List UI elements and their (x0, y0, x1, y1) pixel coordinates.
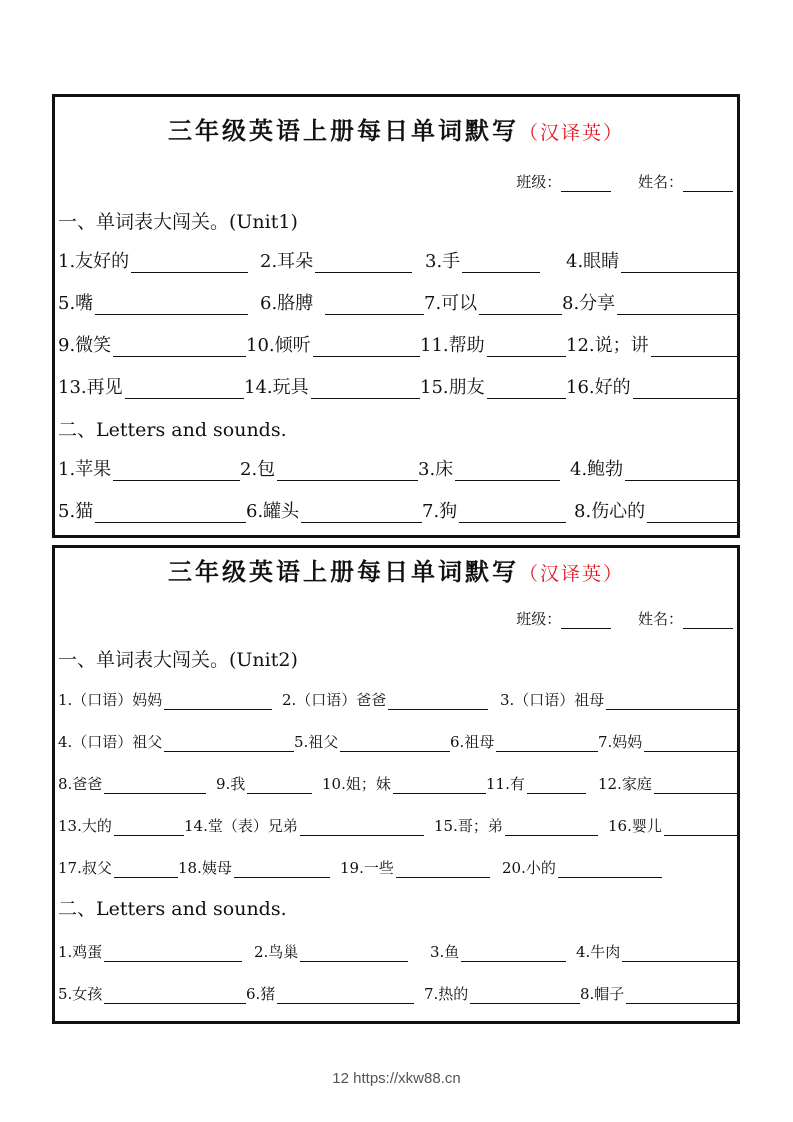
vocab-label: 12.家庭 (598, 775, 652, 793)
vocab-item[interactable] (420, 375, 566, 399)
answer-line[interactable] (104, 983, 246, 1004)
answer-line[interactable] (459, 502, 566, 523)
vocab-item[interactable] (58, 333, 246, 357)
vocab-row (58, 291, 734, 317)
vocab-item[interactable] (424, 291, 562, 315)
answer-line[interactable] (300, 815, 424, 836)
vocab-label: 10.姐；妹 (322, 775, 391, 793)
letters-label: 6.罐头 (246, 501, 300, 522)
title-note: （汉译英） (518, 563, 624, 585)
letters-item[interactable] (58, 980, 246, 1004)
class-blank[interactable] (561, 177, 611, 192)
answer-line[interactable] (114, 857, 178, 878)
vocab-item[interactable] (566, 375, 740, 399)
vocab-label: 8.分享 (562, 293, 616, 314)
answer-line[interactable] (487, 336, 566, 357)
vocab-item[interactable] (500, 686, 740, 710)
vocab-item[interactable] (58, 854, 178, 878)
vocab-label: 4.眼睛 (566, 251, 620, 272)
vocab-row (58, 812, 734, 838)
answer-line[interactable] (277, 460, 418, 481)
answer-line[interactable] (505, 815, 598, 836)
letters-item[interactable] (246, 499, 422, 523)
vocab-label: 4.（口语）祖父 (58, 733, 163, 751)
vocab-item[interactable] (322, 770, 486, 794)
vocab-item[interactable] (562, 291, 740, 315)
section-heading-vocab: 一、单词表大闯关。(Unit2) (58, 649, 298, 671)
section-heading-letters: 二、Letters and sounds. (58, 419, 287, 441)
vocab-label: 9.我 (216, 775, 246, 793)
vocab-label: 3.手 (425, 251, 461, 272)
vocab-item[interactable] (486, 770, 586, 794)
letters-item[interactable] (424, 980, 580, 1004)
vocab-label: 12.说；讲 (566, 335, 649, 356)
vocab-label: 7.可以 (424, 293, 478, 314)
vocab-item[interactable] (260, 291, 424, 315)
answer-line[interactable] (664, 815, 740, 836)
title-text: 三年级英语上册每日单词默写 (167, 557, 519, 586)
letters-item[interactable] (240, 457, 418, 481)
class-blank[interactable] (561, 614, 611, 629)
letters-item[interactable] (422, 499, 566, 523)
vocab-label: 20.小的 (502, 859, 556, 877)
answer-line[interactable] (313, 336, 420, 357)
vocab-label: 7.妈妈 (598, 733, 643, 751)
answer-line[interactable] (617, 294, 740, 315)
letters-label: 1.苹果 (58, 459, 112, 480)
vocab-item[interactable] (566, 333, 740, 357)
answer-line[interactable] (633, 378, 740, 399)
answer-line[interactable] (125, 378, 244, 399)
student-info (516, 608, 733, 629)
vocab-label: 13.大的 (58, 817, 112, 835)
letters-label: 2.鸟巢 (254, 943, 299, 961)
letters-item[interactable] (58, 938, 242, 962)
vocab-item[interactable] (178, 854, 330, 878)
answer-line[interactable] (114, 815, 184, 836)
letters-label: 7.狗 (422, 501, 458, 522)
vocab-label: 9.微笑 (58, 335, 112, 356)
vocab-label: 10.倾听 (246, 335, 311, 356)
vocab-item[interactable] (608, 812, 740, 836)
name-label: 姓名： (637, 173, 683, 191)
name-label: 姓名： (637, 610, 683, 628)
letters-label: 8.伤心的 (574, 501, 646, 522)
title-note: （汉译英） (518, 122, 624, 144)
answer-line[interactable] (311, 378, 420, 399)
answer-line[interactable] (625, 460, 740, 481)
vocab-item[interactable] (58, 375, 244, 399)
answer-line[interactable] (621, 252, 740, 273)
vocab-item[interactable] (294, 728, 450, 752)
letters-label: 8.帽子 (580, 985, 625, 1003)
letters-label: 4.鲍勃 (570, 459, 624, 480)
letters-label: 5.女孩 (58, 985, 103, 1003)
vocab-label: 15.哥；弟 (434, 817, 503, 835)
answer-line[interactable] (647, 502, 740, 523)
worksheet-unit2 (52, 545, 740, 1024)
answer-line[interactable] (95, 294, 248, 315)
letters-label: 6.猪 (246, 985, 276, 1003)
page-footer: 12 https://xkw88.cn (332, 1070, 461, 1087)
vocab-item[interactable] (244, 375, 420, 399)
vocab-item[interactable] (282, 686, 488, 710)
vocab-row (58, 854, 734, 880)
letters-item[interactable] (58, 499, 246, 523)
vocab-label: 18.姨母 (178, 859, 232, 877)
vocab-label: 8.爸爸 (58, 775, 103, 793)
answer-line[interactable] (455, 460, 560, 481)
answer-line[interactable] (388, 689, 488, 710)
worksheet-title (55, 552, 737, 587)
section-heading-letters: 二、Letters and sounds. (58, 898, 287, 920)
answer-line[interactable] (461, 941, 566, 962)
vocab-row (58, 375, 734, 401)
vocab-item[interactable] (340, 854, 490, 878)
answer-line[interactable] (325, 294, 424, 315)
letters-item[interactable] (570, 457, 740, 481)
answer-line[interactable] (315, 252, 412, 273)
letters-label: 7.热的 (424, 985, 469, 1003)
answer-line[interactable] (164, 689, 272, 710)
title-text: 三年级英语上册每日单词默写 (167, 116, 519, 145)
vocab-item[interactable] (566, 249, 740, 273)
letters-item[interactable] (418, 457, 560, 481)
vocab-label: 14.玩具 (244, 377, 309, 398)
vocab-label: 1.友好的 (58, 251, 130, 272)
answer-line[interactable] (164, 731, 294, 752)
worksheet-unit1 (52, 94, 740, 538)
letters-item[interactable] (58, 457, 240, 481)
vocab-item[interactable] (58, 686, 272, 710)
vocab-label: 11.有 (486, 775, 525, 793)
answer-line[interactable] (462, 252, 540, 273)
vocab-label: 17.叔父 (58, 859, 112, 877)
answer-line[interactable] (104, 773, 206, 794)
vocab-row (58, 686, 734, 712)
vocab-label: 16.好的 (566, 377, 631, 398)
vocab-label: 3.（口语）祖母 (500, 691, 605, 709)
letters-row (58, 499, 734, 525)
vocab-label: 2.（口语）爸爸 (282, 691, 387, 709)
vocab-row (58, 333, 734, 359)
answer-line[interactable] (113, 336, 246, 357)
vocab-label: 2.耳朵 (260, 251, 314, 272)
vocab-item[interactable] (260, 249, 412, 273)
class-label: 班级： (516, 610, 562, 628)
answer-line[interactable] (606, 689, 740, 710)
vocab-item[interactable] (598, 770, 740, 794)
vocab-label: 5.祖父 (294, 733, 339, 751)
letters-item[interactable] (576, 938, 740, 962)
answer-line[interactable] (301, 502, 422, 523)
vocab-row (58, 728, 734, 754)
vocab-item[interactable] (425, 249, 540, 273)
vocab-row (58, 249, 734, 275)
vocab-item[interactable] (58, 728, 294, 752)
answer-line[interactable] (496, 731, 598, 752)
letters-row (58, 938, 734, 964)
answer-line[interactable] (393, 773, 486, 794)
answer-line[interactable] (479, 294, 562, 315)
answer-line[interactable] (95, 502, 246, 523)
student-info (516, 171, 733, 192)
vocab-item[interactable] (246, 333, 420, 357)
vocab-label: 13.再见 (58, 377, 123, 398)
answer-line[interactable] (487, 378, 566, 399)
letters-label: 2.包 (240, 459, 276, 480)
letters-item[interactable] (254, 938, 408, 962)
letters-item[interactable] (246, 980, 414, 1004)
vocab-label: 6.胳膊 (260, 293, 314, 314)
answer-line[interactable] (558, 857, 662, 878)
answer-line[interactable] (626, 983, 740, 1004)
vocab-item[interactable] (58, 812, 184, 836)
answer-line[interactable] (104, 941, 242, 962)
answer-line[interactable] (651, 336, 740, 357)
vocab-label: 16.婴儿 (608, 817, 662, 835)
letters-item[interactable] (430, 938, 566, 962)
answer-line[interactable] (340, 731, 450, 752)
letters-label: 5.猫 (58, 501, 94, 522)
vocab-label: 5.嘴 (58, 293, 94, 314)
letters-label: 1.鸡蛋 (58, 943, 103, 961)
answer-line[interactable] (234, 857, 330, 878)
vocab-label: 11.帮助 (420, 335, 485, 356)
vocab-label: 1.（口语）妈妈 (58, 691, 163, 709)
vocab-label: 6.祖母 (450, 733, 495, 751)
answer-line[interactable] (396, 857, 490, 878)
letters-row (58, 980, 734, 1006)
letters-item[interactable] (574, 499, 740, 523)
letters-row (58, 457, 734, 483)
answer-line[interactable] (654, 773, 740, 794)
vocab-item[interactable] (58, 291, 248, 315)
vocab-item[interactable] (502, 854, 662, 878)
letters-item[interactable] (580, 980, 740, 1004)
vocab-label: 19.一些 (340, 859, 394, 877)
worksheet-title (55, 111, 737, 146)
vocab-item[interactable] (58, 249, 248, 273)
letters-label: 3.床 (418, 459, 454, 480)
vocab-item[interactable] (434, 812, 598, 836)
answer-line[interactable] (131, 252, 248, 273)
vocab-item[interactable] (58, 770, 206, 794)
class-label: 班级： (516, 173, 562, 191)
vocab-item[interactable] (598, 728, 740, 752)
answer-line[interactable] (113, 460, 240, 481)
vocab-item[interactable] (450, 728, 598, 752)
vocab-item[interactable] (184, 812, 424, 836)
answer-line[interactable] (622, 941, 740, 962)
vocab-label: 14.堂（表）兄弟 (184, 817, 298, 835)
answer-line[interactable] (300, 941, 408, 962)
vocab-item[interactable] (216, 770, 312, 794)
name-blank[interactable] (683, 614, 733, 629)
answer-line[interactable] (644, 731, 740, 752)
answer-line[interactable] (470, 983, 580, 1004)
vocab-label: 15.朋友 (420, 377, 485, 398)
name-blank[interactable] (683, 177, 733, 192)
answer-line[interactable] (277, 983, 414, 1004)
letters-label: 3.鱼 (430, 943, 460, 961)
letters-label: 4.牛肉 (576, 943, 621, 961)
answer-line[interactable] (527, 773, 586, 794)
vocab-row (58, 770, 734, 796)
vocab-item[interactable] (420, 333, 566, 357)
section-heading-vocab: 一、单词表大闯关。(Unit1) (58, 211, 298, 233)
answer-line[interactable] (247, 773, 312, 794)
